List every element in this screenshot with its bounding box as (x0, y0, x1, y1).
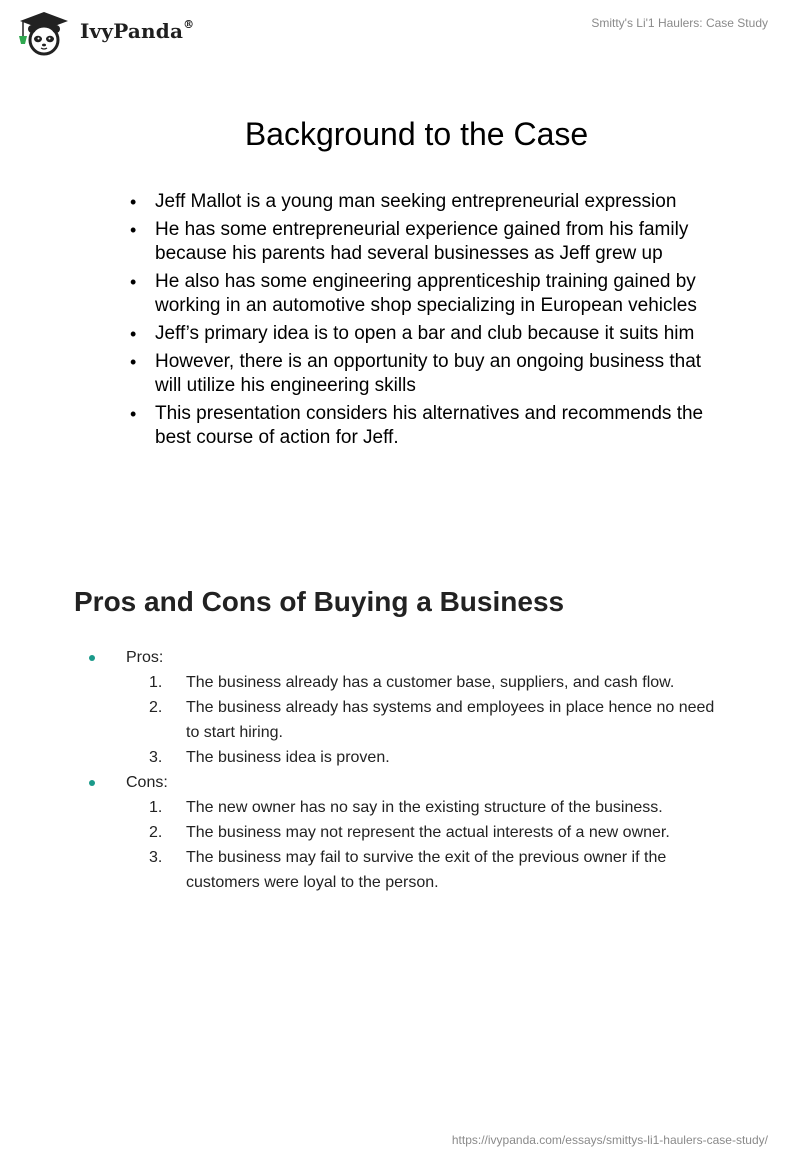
list-item (86, 795, 726, 820)
bullet-icon: • (130, 404, 137, 424)
panda-icon (14, 10, 74, 56)
item-number: 1. (149, 674, 163, 691)
item-number: 2. (149, 824, 163, 841)
list-item (130, 322, 730, 346)
item-text: The business already has a customer base, suppliers, and cash flow. (186, 674, 675, 691)
teal-bullet-icon (89, 780, 95, 786)
background-bullet-list (130, 190, 730, 454)
item-number: 3. (149, 849, 163, 866)
cons-numbered-list (86, 795, 726, 895)
list-item (86, 845, 726, 895)
bullet-icon: • (130, 220, 137, 240)
bullet-icon: • (130, 192, 137, 212)
list-item (86, 695, 726, 745)
slide-title: Background to the Case (244, 116, 589, 152)
registered-mark: ® (183, 18, 195, 32)
document-title: Smitty's Li'1 Haulers: Case Study (591, 16, 768, 30)
item-text: The business idea is proven. (186, 749, 390, 766)
item-number: 1. (149, 799, 163, 816)
item-text: The new owner has no say in the existing structure of the business. (186, 799, 663, 816)
list-item (130, 350, 730, 398)
bullet-text: He also has some engineering apprenticeship training gained by working in an automotive shop specializing in European vehicles (155, 271, 697, 316)
bullet-icon: • (130, 324, 137, 344)
bullet-text: However, there is an opportunity to buy an ongoing business that will utilize his engineering skills (155, 351, 702, 396)
source-url-link[interactable]: https://ivypanda.com/essays/smittys-li1-haulers-case-study/ (451, 1133, 768, 1147)
ivypanda-logo[interactable] (14, 10, 74, 56)
item-text: The business may fail to survive the exit of the previous owner if the customers were loyal to the person. (186, 849, 667, 891)
list-item (130, 402, 730, 450)
item-text: The business already has systems and employees in place hence no need to start hiring. (186, 699, 715, 741)
brand-text: IvyPanda (80, 19, 184, 43)
bullet-text: Jeff Mallot is a young man seeking entrepreneurial expression (155, 191, 677, 212)
pros-label: Pros: (126, 649, 164, 666)
list-item (130, 190, 730, 214)
item-number: 2. (149, 699, 163, 716)
item-number: 3. (149, 749, 163, 766)
list-item (86, 745, 726, 770)
bullet-icon: • (130, 272, 137, 292)
list-item (130, 270, 730, 318)
pros-numbered-list (86, 670, 726, 770)
list-item (86, 670, 726, 695)
bullet-text: This presentation considers his alternatives and recommends the best course of action for Jeff. (155, 403, 704, 448)
pros-group (86, 645, 726, 770)
bullet-text: He has some entrepreneurial experience gained from his family because his parents had several businesses as Jeff grew up (155, 219, 689, 264)
brand-name[interactable] (80, 19, 194, 43)
pros-cons-list (86, 645, 726, 895)
list-item (86, 820, 726, 845)
teal-bullet-icon (89, 655, 95, 661)
bullet-icon: • (130, 352, 137, 372)
item-text: The business may not represent the actual interests of a new owner. (186, 824, 670, 841)
section-heading: Pros and Cons of Buying a Business (74, 586, 565, 617)
bullet-text: Jeff’s primary idea is to open a bar and club because it suits him (155, 323, 695, 344)
cons-group (86, 770, 726, 895)
cons-label: Cons: (126, 774, 168, 791)
list-item (130, 218, 730, 266)
page-header (0, 0, 800, 60)
